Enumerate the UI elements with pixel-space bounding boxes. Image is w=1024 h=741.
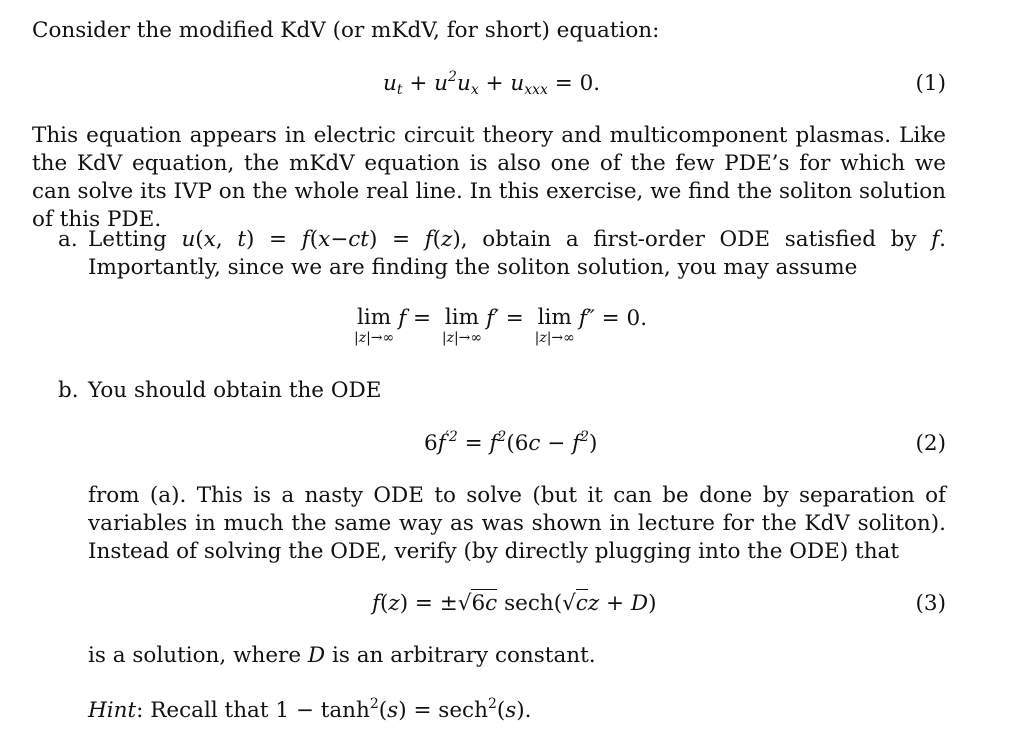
- part-b-label: b.: [58, 378, 79, 403]
- limit-2: lim |z|→∞: [441, 305, 483, 346]
- limit-3: lim |z|→∞: [534, 305, 575, 346]
- equation-3: f(z) = ±√6c sech(√cz + D): [372, 591, 657, 616]
- limit-conditions: lim |z|→∞ f = lim |z|→∞ f′ = lim |z|→∞ f″ = 0.: [354, 305, 648, 346]
- intro-paragraph: This equation appears in electric circuit theory and multicomponent plasmas. Like the KdV equation, the mKdV equation is also one of the few PDE’s for which we can solve its IVP on the whole real line. In this exercise, we find the soliton solution of this PDE.: [32, 123, 947, 232]
- part-a-text: Letting u(x, t) = f(x−ct) = f(z), obtain a first-order ODE satisfied by f. Importantly, since we are finding the soliton solution, you may assume: [88, 227, 947, 280]
- limit-term-1: f: [398, 306, 407, 331]
- equation-3-number: (3): [915, 591, 946, 616]
- limit-rhs: = 0.: [601, 306, 648, 331]
- part-a-label: a.: [58, 227, 78, 252]
- solution-note: is a solution, where D is an arbitrary constant.: [88, 643, 596, 668]
- hint: Hint: Recall that $1 - \tanh^2(s) = \sec h^2(s)$.: [88, 696, 532, 723]
- limit-1: lim |z|→∞: [354, 305, 395, 346]
- equation-2-number: (2): [915, 431, 946, 456]
- intro-sentence: Consider the modified KdV (or mKdV, for short) equation:: [32, 18, 660, 43]
- equation-1: $u_t + u^2u_x + u_{xxx} = 0$.: [383, 69, 601, 98]
- part-b-intro: You should obtain the ODE: [88, 378, 382, 403]
- limit-term-2: f′: [486, 306, 499, 331]
- equation-1-number: (1): [915, 71, 946, 96]
- limit-term-3: f″: [578, 306, 595, 331]
- part-b-text: from (a). This is a nasty ODE to solve (but it can be done by separation of variables in much the same way as was shown in lecture for the KdV soliton). Instead of solving the ODE, verify (by directly plugging into the ODE) that: [88, 483, 946, 564]
- equation-2: $6f^{'2} = f^2(6c - f^2)$: [424, 429, 598, 456]
